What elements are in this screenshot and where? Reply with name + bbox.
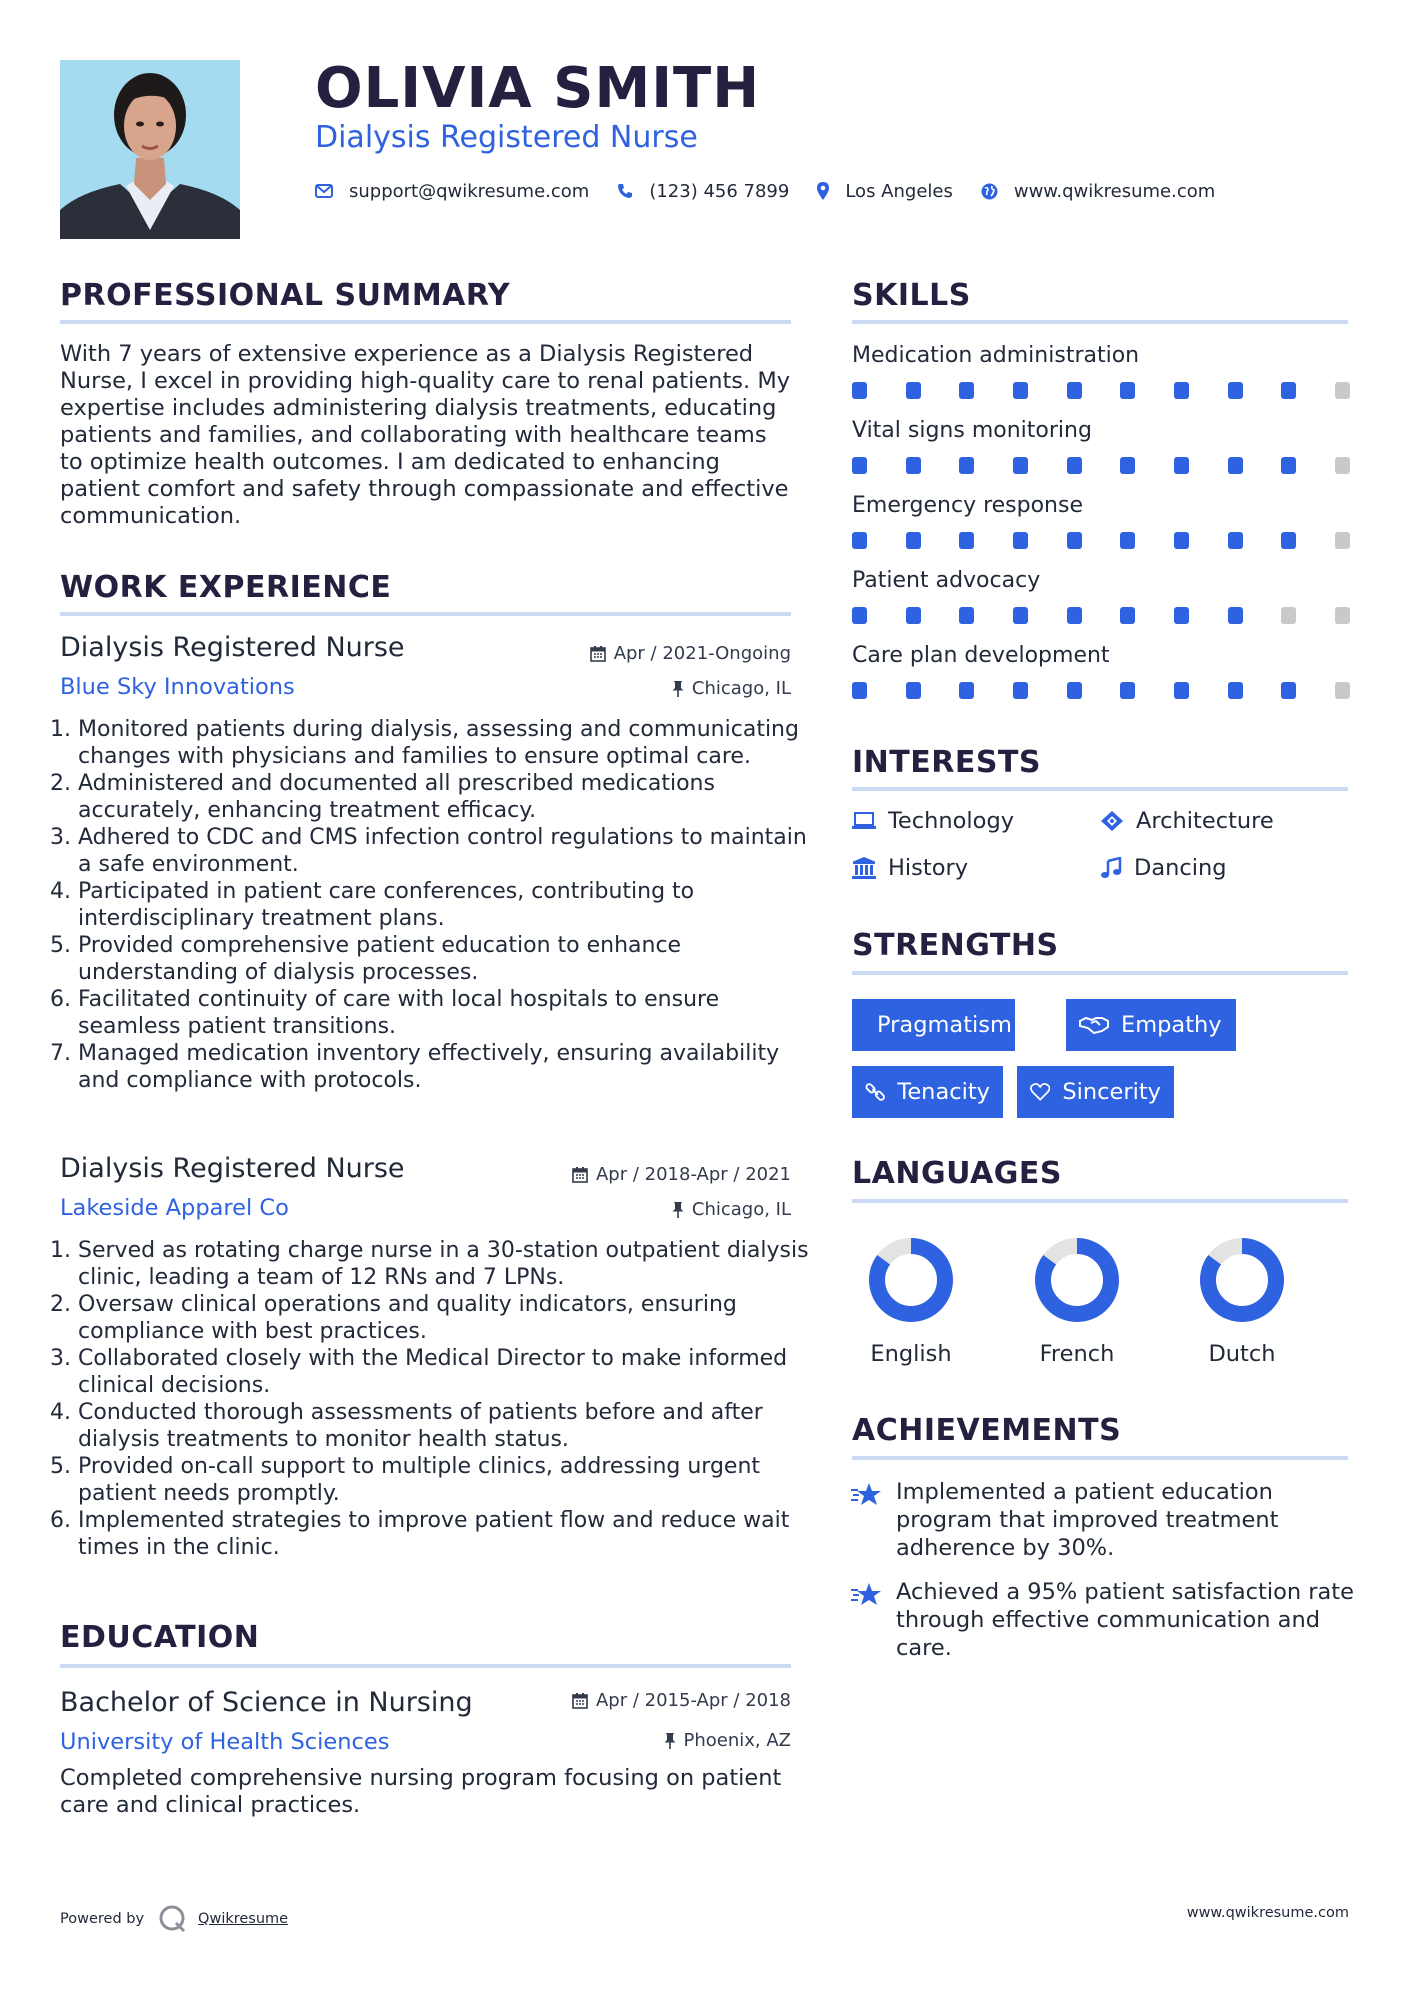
job-company: Lakeside Apparel Co	[60, 1195, 289, 1221]
skill-dot	[1067, 532, 1082, 549]
skill-name: Medication administration	[852, 343, 1140, 368]
contact-phone[interactable]	[617, 181, 789, 202]
skill-name: Patient advocacy	[852, 568, 1041, 593]
summary-rule	[60, 320, 791, 324]
interests-heading: INTERESTS	[852, 745, 1041, 780]
strength-chip	[852, 1066, 1003, 1118]
skill-dot	[852, 607, 867, 624]
skill-dot	[1281, 682, 1296, 699]
skill-dot	[1067, 457, 1082, 474]
language-name: Dutch	[1208, 1341, 1276, 1367]
job-location-text: Chicago, IL	[691, 678, 791, 699]
list-item: 3. Collaborated closely with the Medical Director to make informed clinical decisions.	[78, 1345, 812, 1399]
phone-text: (123) 456 7899	[649, 180, 790, 202]
calendar-icon	[590, 645, 606, 662]
education-dates-text: Apr / 2015-Apr / 2018	[595, 1690, 791, 1711]
skill-rating	[852, 382, 1350, 399]
languages-heading: LANGUAGES	[852, 1156, 1062, 1191]
email-text: support@qwikresume.com	[349, 180, 590, 202]
candidate-name: OLIVIA SMITH	[315, 56, 761, 121]
school-name: University of Health Sciences	[60, 1729, 390, 1755]
interest-label: Technology	[888, 808, 1015, 834]
skill-name: Care plan development	[852, 643, 1110, 668]
envelope-icon	[315, 184, 333, 198]
achievements-rule	[852, 1456, 1348, 1460]
skill-dot	[1228, 457, 1243, 474]
strength-chip	[1066, 999, 1236, 1051]
skill-name: Emergency response	[852, 493, 1083, 518]
interest-item	[1100, 808, 1274, 834]
skill-dot	[959, 382, 974, 399]
list-item: 6. Facilitated continuity of care with local hospitals to ensure seamless patient transitions.	[78, 986, 812, 1040]
job-dates-text: Apr / 2018-Apr / 2021	[595, 1164, 791, 1185]
education-heading: EDUCATION	[60, 1620, 260, 1655]
candidate-title: Dialysis Registered Nurse	[315, 120, 698, 155]
list-item: 4. Participated in patient care conferences, contributing to interdisciplinary treatment plans.	[78, 878, 812, 932]
qwikresume-logo-icon	[158, 1905, 188, 1933]
skill-dot	[852, 682, 867, 699]
skill-dot	[1335, 607, 1350, 624]
skill-dot	[1067, 682, 1082, 699]
skill-rating	[852, 532, 1350, 549]
strength-label: Empathy	[1121, 1012, 1222, 1038]
skill-dot	[1013, 382, 1028, 399]
skill-dot	[1120, 382, 1135, 399]
interest-label: History	[888, 855, 969, 881]
skill-dot	[852, 457, 867, 474]
skill-dot	[1228, 682, 1243, 699]
education-dates	[572, 1690, 791, 1711]
skill-dot	[1335, 382, 1350, 399]
brand-link[interactable]: Qwikresume	[198, 1911, 289, 1927]
skill-dot	[852, 532, 867, 549]
skill-dot	[1120, 682, 1135, 699]
pushpin-icon	[672, 680, 684, 697]
skill-dot	[959, 532, 974, 549]
globe-icon	[981, 183, 998, 200]
skill-dot	[1067, 382, 1082, 399]
website-text: www.qwikresume.com	[1013, 180, 1216, 202]
skill-dot	[1174, 457, 1189, 474]
list-item: 5. Provided comprehensive patient education to enhance understanding of dialysis processes.	[78, 932, 812, 986]
skill-dot	[1335, 532, 1350, 549]
list-item: 5. Provided on-call support to multiple clinics, addressing urgent patient needs promptly.	[78, 1453, 812, 1507]
strength-label: Tenacity	[897, 1079, 990, 1105]
list-item: 1. Served as rotating charge nurse in a 30-station outpatient dialysis clinic, leading a team of 12 RNs and 7 LPNs.	[78, 1237, 812, 1291]
list-item: 3. Adhered to CDC and CMS infection control regulations to maintain a safe environment.	[78, 824, 812, 878]
contact-location	[817, 181, 953, 202]
skill-dot	[1335, 457, 1350, 474]
language-gauge	[1198, 1236, 1286, 1324]
skill-dot	[1120, 532, 1135, 549]
museum-icon	[852, 857, 876, 879]
strengths-rule	[852, 971, 1348, 975]
skill-dot	[1120, 457, 1135, 474]
skill-dot	[1281, 532, 1296, 549]
skill-dot	[906, 682, 921, 699]
link-icon	[865, 1081, 885, 1103]
laptop-icon	[852, 812, 876, 830]
skill-dot	[959, 457, 974, 474]
list-item: 2. Oversaw clinical operations and quality indicators, ensuring compliance with best practices.	[78, 1291, 812, 1345]
skill-dot	[1067, 607, 1082, 624]
education-description: Completed comprehensive nursing program focusing on patient care and clinical practices.	[60, 1765, 782, 1818]
job-company: Blue Sky Innovations	[60, 674, 295, 700]
interest-item	[1100, 855, 1227, 881]
achievement-text: Implemented a patient education program that improved treatment adherence by 30%.	[896, 1479, 1279, 1561]
job-location-text: Chicago, IL	[691, 1199, 791, 1220]
degree-title: Bachelor of Science in Nursing	[60, 1687, 473, 1718]
education-location-text: Phoenix, AZ	[683, 1730, 791, 1751]
star-achievement-icon	[850, 1581, 882, 1609]
contact-email[interactable]	[315, 181, 589, 202]
language-name: French	[1039, 1341, 1115, 1367]
skill-dot	[906, 457, 921, 474]
list-item: 2. Administered and documented all prescribed medications accurately, enhancing treatment efficacy.	[78, 770, 812, 824]
experience-rule	[60, 612, 791, 616]
job-location	[672, 678, 791, 699]
skill-dot	[1281, 382, 1296, 399]
profile-photo	[60, 60, 240, 239]
achievement-text: Achieved a 95% patient satisfaction rate through effective communication and care.	[896, 1579, 1354, 1661]
skill-rating	[852, 682, 1350, 699]
job-location	[672, 1199, 791, 1220]
skill-dot	[1281, 607, 1296, 624]
contact-website[interactable]	[981, 181, 1215, 202]
interest-label: Dancing	[1134, 855, 1227, 881]
summary-heading: PROFESSIONAL SUMMARY	[60, 278, 511, 313]
job-title: Dialysis Registered Nurse	[60, 632, 405, 663]
interest-label: Architecture	[1136, 808, 1274, 834]
job-title: Dialysis Registered Nurse	[60, 1153, 405, 1184]
achievements-heading: ACHIEVEMENTS	[852, 1413, 1122, 1448]
list-item: 6. Implemented strategies to improve patient flow and reduce wait times in the clinic.	[78, 1507, 812, 1561]
summary-text: With 7 years of extensive experience as a Dialysis Registered Nurse, I excel in providing high-quality care to renal patients. My expertise includes administering dialysis treatments, educating patients and families, and collaborating with healthcare teams to optimize health outcomes. I am dedicated to enhancing patient comfort and safety through compassionate and effective communication.	[60, 341, 791, 529]
language-gauge	[1033, 1236, 1121, 1324]
map-pin-icon	[817, 182, 829, 200]
skill-dot	[1228, 607, 1243, 624]
skill-dot	[1174, 382, 1189, 399]
job-bullets	[60, 716, 812, 1094]
pushpin-icon	[672, 1201, 684, 1218]
skill-name: Vital signs monitoring	[852, 418, 1092, 443]
skill-dot	[1013, 607, 1028, 624]
skill-dot	[1174, 532, 1189, 549]
list-item: 4. Conducted thorough assessments of patients before and after dialysis treatments to monitor health status.	[78, 1399, 812, 1453]
skill-dot	[1281, 457, 1296, 474]
skill-rating	[852, 457, 1350, 474]
interest-item	[852, 855, 968, 881]
skill-rating	[852, 607, 1350, 624]
pushpin-icon	[664, 1732, 676, 1749]
skill-dot	[1013, 532, 1028, 549]
skills-heading: SKILLS	[852, 278, 971, 313]
skill-dot	[1228, 532, 1243, 549]
experience-heading: WORK EXPERIENCE	[60, 570, 392, 605]
education-rule	[60, 1664, 791, 1668]
compass-icon	[1100, 810, 1124, 832]
language-name: English	[870, 1341, 952, 1367]
job-dates	[572, 1164, 791, 1185]
strengths-heading: STRENGTHS	[852, 928, 1059, 963]
skill-dot	[1013, 457, 1028, 474]
language-gauge	[867, 1236, 955, 1324]
footer-url[interactable]: www.qwikresume.com	[1186, 1905, 1349, 1921]
skill-dot	[906, 382, 921, 399]
interests-rule	[852, 787, 1348, 791]
strength-label: Pragmatism	[877, 1012, 1012, 1038]
skill-dot	[1228, 382, 1243, 399]
skills-rule	[852, 320, 1348, 324]
star-achievement-icon	[850, 1481, 882, 1509]
skill-dot	[906, 532, 921, 549]
location-text: Los Angeles	[845, 180, 953, 202]
contact-bar	[315, 178, 1243, 204]
skill-dot	[1174, 682, 1189, 699]
footer-powered-by	[60, 1905, 288, 1933]
languages-rule	[852, 1199, 1348, 1203]
calendar-icon	[572, 1692, 588, 1709]
skill-dot	[1120, 607, 1135, 624]
interest-item	[852, 808, 1014, 834]
skill-dot	[906, 607, 921, 624]
strength-label: Sincerity	[1062, 1079, 1161, 1105]
skill-dot	[852, 382, 867, 399]
list-item: 7. Managed medication inventory effectively, ensuring availability and compliance with protocols.	[78, 1040, 812, 1094]
skill-dot	[959, 682, 974, 699]
job-dates-text: Apr / 2021-Ongoing	[613, 643, 791, 664]
job-bullets	[60, 1237, 812, 1561]
calendar-icon	[572, 1166, 588, 1183]
skill-dot	[1335, 682, 1350, 699]
strength-chip	[1017, 1066, 1174, 1118]
phone-icon	[617, 183, 633, 199]
strength-chip	[852, 999, 1015, 1051]
handshake-icon	[1079, 1015, 1109, 1035]
list-item: 1. Monitored patients during dialysis, assessing and communicating changes with physicians and families to ensure optimal care.	[78, 716, 812, 770]
skill-dot	[1174, 607, 1189, 624]
skill-dot	[1013, 682, 1028, 699]
powered-by-label: Powered by	[60, 1911, 145, 1927]
heart-icon	[1030, 1081, 1050, 1103]
job-dates	[590, 643, 791, 664]
education-location	[664, 1730, 792, 1751]
skill-dot	[959, 607, 974, 624]
music-note-icon	[1100, 857, 1122, 879]
